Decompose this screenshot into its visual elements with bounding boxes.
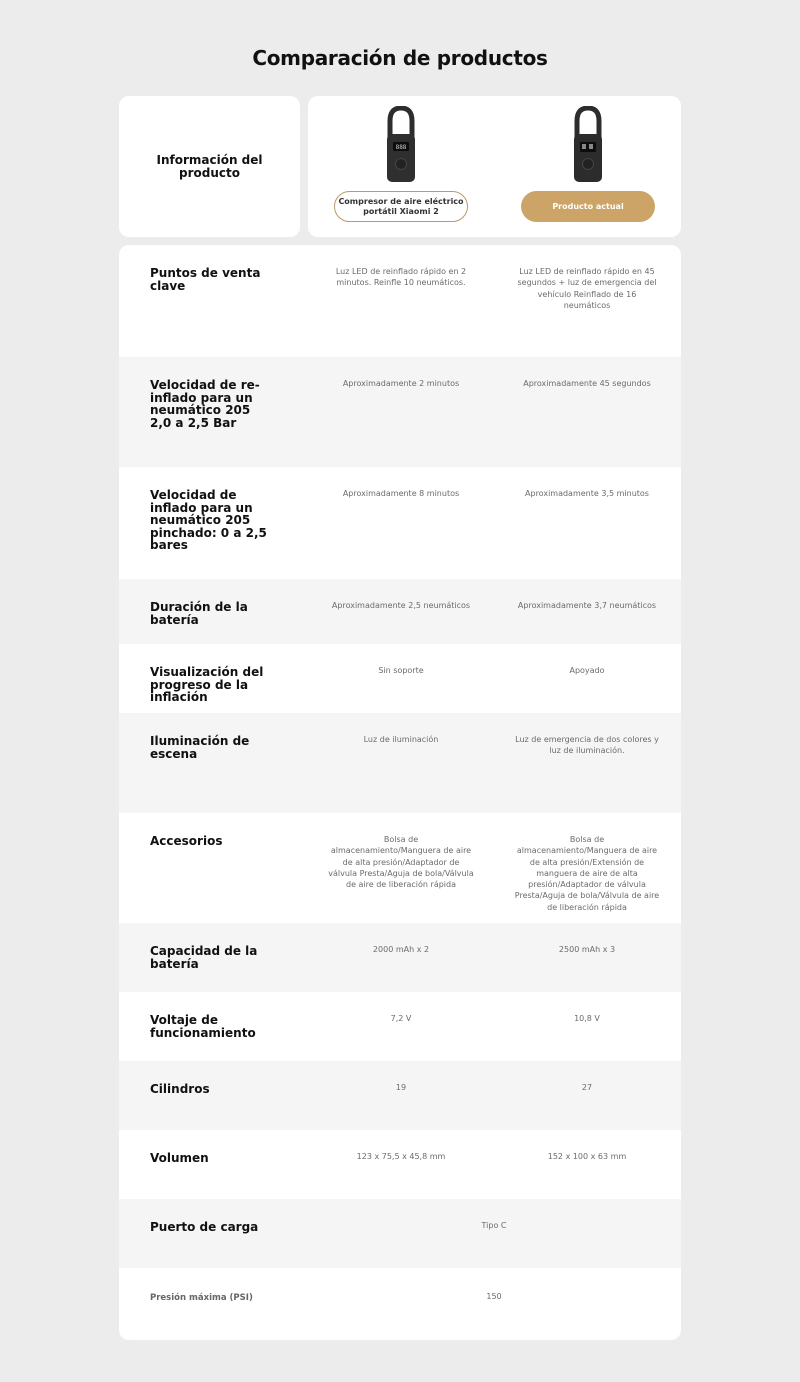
- table-row: [119, 713, 681, 813]
- table-row: [119, 992, 681, 1061]
- svg-text:888: 888: [395, 144, 407, 151]
- row-value: 10,8 V: [574, 1014, 600, 1023]
- row-value: 27: [581, 1083, 593, 1092]
- table-row: [119, 467, 681, 579]
- table-row: [119, 1061, 681, 1130]
- product-select-button[interactable]: Compresor de aire eléctrico portátil Xiaomi 2: [334, 191, 468, 222]
- row-value: Luz de emergencia de dos colores y luz de iluminación.: [515, 735, 659, 756]
- row-value: 123 x 75,5 x 45,8 mm: [356, 1152, 446, 1161]
- row-label: Velocidad de inflado para un neumático 205 pinchado: 0 a 2,5 bares: [150, 488, 267, 552]
- row-label: Puerto de carga: [150, 1220, 259, 1234]
- row-value: Aproximadamente 3,7 neumáticos: [517, 601, 657, 610]
- row-label: Accesorios: [150, 834, 223, 848]
- product-info-label: Información del producto: [156, 152, 263, 180]
- product-column-current: [495, 96, 681, 237]
- row-value: Aproximadamente 45 segundos: [523, 379, 651, 388]
- row-value: 7,2 V: [390, 1014, 412, 1023]
- row-label: Presión máxima (PSI): [150, 1293, 253, 1303]
- row-value: 2000 mAh x 2: [372, 945, 430, 954]
- product-column-xiaomi-2: [308, 96, 494, 237]
- row-value: Tipo C: [481, 1221, 507, 1230]
- table-row: [119, 1130, 681, 1199]
- row-label: Puntos de venta clave: [150, 266, 261, 293]
- row-label: Volumen: [150, 1151, 209, 1165]
- row-label: Cilindros: [150, 1082, 210, 1096]
- products-header-card: [308, 96, 681, 237]
- row-value: Aproximadamente 2 minutos: [342, 379, 460, 388]
- product-info-card: [119, 96, 300, 237]
- air-compressor-image: [385, 106, 417, 184]
- comparison-table: [119, 245, 681, 1340]
- row-value: 2500 mAh x 3: [558, 945, 616, 954]
- table-row: [119, 1199, 681, 1268]
- row-value: 152 x 100 x 63 mm: [547, 1152, 627, 1161]
- row-label: Capacidad de la batería: [150, 944, 258, 971]
- row-value: Aproximadamente 2,5 neumáticos: [331, 601, 471, 610]
- table-row: [119, 644, 681, 713]
- row-value: 19: [395, 1083, 407, 1092]
- row-label: Iluminación de escena: [150, 734, 250, 761]
- row-label: Voltaje de funcionamiento: [150, 1013, 256, 1040]
- row-value: Luz LED de reinflado rápido en 2 minutos. Reinfle 10 neumáticos.: [335, 267, 467, 288]
- row-value: Apoyado: [569, 666, 605, 675]
- row-value: Aproximadamente 3,5 minutos: [525, 489, 649, 498]
- row-value: Luz LED de reinflado rápido en 45 segundos + luz de emergencia del vehículo Reinflado de 16 neumáticos: [517, 267, 657, 310]
- page-title: Comparación de productos: [252, 46, 548, 70]
- row-label: Duración de la batería: [150, 600, 248, 627]
- row-value: Sin soporte: [378, 666, 424, 675]
- table-row: [119, 579, 681, 644]
- row-value: Aproximadamente 8 minutos: [342, 489, 460, 498]
- table-row: [119, 923, 681, 992]
- row-value: 150: [486, 1292, 502, 1301]
- row-value: Luz de iluminación: [363, 735, 439, 744]
- current-product-button[interactable]: Producto actual: [521, 191, 655, 222]
- row-label: Velocidad de re-inflado para un neumático 205 2,0 a 2,5 Bar: [150, 378, 260, 430]
- row-value: Bolsa de almacenamiento/Manguera de aire de alta presión/Adaptador de válvula Presta/Aguja de bola/Válvula de aire de liberación rápida: [328, 835, 474, 890]
- air-compressor-image: [572, 106, 604, 184]
- table-row: [119, 1268, 681, 1340]
- table-row: [119, 245, 681, 357]
- row-label: Visualización del progreso de la inflación: [150, 665, 264, 704]
- table-row: [119, 813, 681, 923]
- row-value: Bolsa de almacenamiento/Manguera de aire de alta presión/Extensión de manguera de aire de alta presión/Adaptador de válvula Presta/Aguja de bola/Válvula de aire de liberación rápida: [514, 835, 660, 912]
- table-row: [119, 357, 681, 467]
